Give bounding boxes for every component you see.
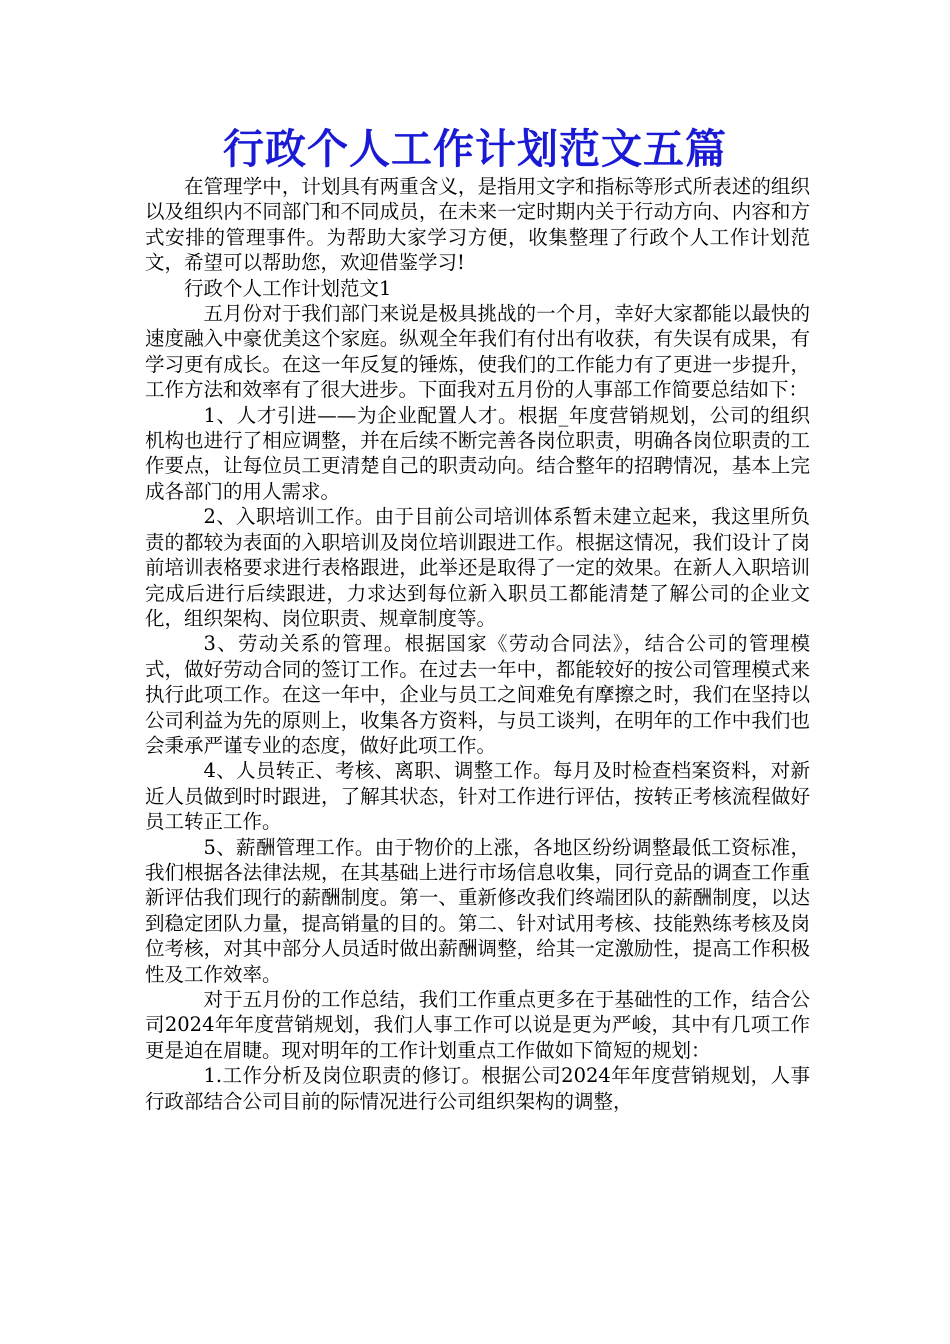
body-paragraph: 1.工作分析及岗位职责的修订。根据公司2024年年度营销规划，人事行政部结合公司目前的际情况进行公司组织架构的调整， — [145, 1064, 810, 1113]
body-paragraph: 1、人才引进——为企业配置人才。根据_年度营销规划，公司的组织机构也进行了相应调整，并在后续不断完善各岗位职责，明确各岗位职责的工作要点，让每位员工更清楚自己的职责动向。结合整年的招聘情况，基本上完成各部门的用人需求。 — [145, 403, 810, 503]
section-heading: 行政个人工作计划范文1 — [184, 276, 392, 300]
body-paragraph: 2、入职培训工作。由于目前公司培训体系暂未建立起来，我这里所负责的都较为表面的入职培训及岗位培训跟进工作。根据这情况，我们设计了岗前培训表格要求进行表格跟进，此举还是取得了一定的效果。在新人入职培训完成后进行后续跟进，力求达到每位新入职员工都能清楚了解公司的企业文化，组织架构、岗位职责、规章制度等。 — [145, 505, 810, 630]
body-paragraph: 3、劳动关系的管理。根据国家《劳动合同法》，结合公司的管理模式，做好劳动合同的签订工作。在过去一年中，都能较好的按公司管理模式来执行此项工作。在这一年中，企业与员工之间难免有摩擦之时，我们在坚持以公司利益为先的原则上，收集各方资料，与员工谈判，在明年的工作中我们也会秉承严谨专业的态度，做好此项工作。 — [145, 632, 810, 757]
body-paragraph: 4、人员转正、考核、离职、调整工作。每月及时检查档案资料，对新近人员做到时时跟进，了解其状态，针对工作进行评估，按转正考核流程做好员工转正工作。 — [145, 759, 810, 834]
body-paragraph: 5、薪酬管理工作。由于物价的上涨，各地区纷纷调整最低工资标准，我们根据各法律法规，在其基础上进行市场信息收集，同行竞品的调查工作重新评估我们现行的薪酬制度。第一、重新修改我们终端团队的薪酬制度，以达到稳定团队力量，提高销量的目的。第二、针对试用考核、技能熟练考核及岗位考核，对其中部分人员适时做出薪酬调整，给其一定激励性，提高工作积极性及工作效率。 — [145, 835, 810, 986]
document-body — [145, 174, 810, 1114]
body-paragraph: 五月份对于我们部门来说是极具挑战的一个月，幸好大家都能以最快的速度融入中豪优美这个家庭。纵观全年我们有付出有收获，有失误有成果，有学习更有成长。在这一年反复的锤炼，使我们的工作能力有了更进一步提升，工作方法和效率有了很大进步。下面我对五月份的人事部工作简要总结如下： — [145, 302, 810, 402]
body-paragraph: 对于五月份的工作总结，我们工作重点更多在于基础性的工作，结合公司2024年年度营销规划，我们人事工作可以说是更为严峻，其中有几项工作更是迫在眉睫。现对明年的工作计划重点工作做如下简短的规划： — [145, 988, 810, 1062]
document-title: 行政个人工作计划范文五篇 — [223, 125, 727, 173]
intro-paragraph: 在管理学中，计划具有两重含义，是指用文字和指标等形式所表述的组织以及组织内不同部门和不同成员，在未来一定时期内关于行动方向、内容和方式安排的管理事件。为帮助大家学习方便，收集整理了行政个人工作计划范文，希望可以帮助您，欢迎借鉴学习! — [145, 175, 810, 275]
